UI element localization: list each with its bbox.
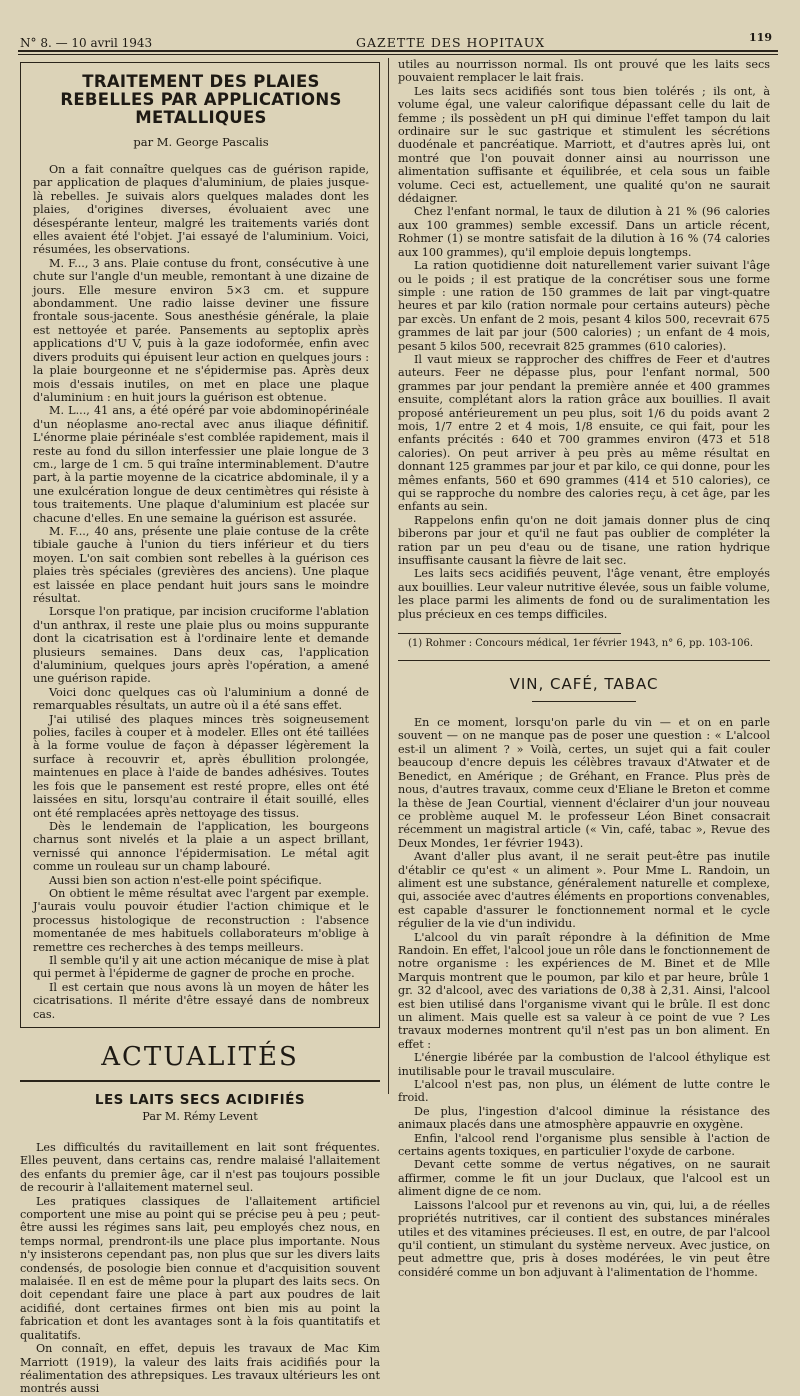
page-number: 119 — [749, 31, 772, 44]
article-paragraph: Il est certain que nous avons là un moyen de hâter les cicatrisations. Il mérite d'être essayé dans de nombreux cas. — [33, 980, 369, 1021]
article-paragraph: Devant cette somme de vertus négatives, on ne saurait affirmer, comme le fit un jour Duclaux, que l'alcool est un aliment digne de ce nom. — [398, 1158, 770, 1199]
article-box-plaies — [20, 62, 380, 1028]
article-paragraph: Avant d'aller plus avant, il ne serait peut-être pas inutile d'établir ce qu'est « un aliment ». Pour Mme L. Randoin, un aliment est une substance, généralement naturelle et complexe, qui, associée avec d'autres éléments en proportions convenables, est capable d'assurer le fonctionnement normal et le cycle régulier de la vie d'un individu. — [398, 850, 770, 931]
article-paragraph: Les laits secs acidifiés peuvent, l'âge venant, être employés aux bouillies. Leur valeur nutritive élevée, sous un faible volume, les place parmi les aliments de fond ou de suralimentation les plus précieux en ces temps difficiles. — [398, 567, 770, 621]
article-paragraph: Les difficultés du ravitaillement en lait sont fréquentes. Elles peuvent, dans certains cas, rendre malaisé l'allaitement des enfants du premier âge, car il n'est pas toujours possible de recourir à l'allaitement maternel seul. — [20, 1141, 380, 1195]
article-paragraph: Rappelons enfin qu'on ne doit jamais donner plus de cinq biberons par jour et qu'il ne faut pas oublier de compléter la ration par un peu d'eau ou de tisane, une ration hydrique insuffisante causant la fièvre de lait sec. — [398, 513, 770, 568]
issue-date: N° 8. — 10 avril 1943 — [20, 36, 153, 50]
article-paragraph: Il semble qu'il y ait une action mécanique de mise à plat qui permet à l'épiderme de gagner de proche en proche. — [33, 953, 369, 981]
article-paragraph: On connaît, en effet, depuis les travaux de Mac Kim Marriott (1919), la valeur des laits frais acidifiés pour la réalimentation des athrepsiques. Les travaux ultérieurs les ont montrés aussi — [20, 1342, 380, 1396]
article-byline-laits: Par M. Rémy Levent — [142, 1110, 258, 1123]
article-paragraph: Dès le lendemain de l'application, les bourgeons charnus sont nivelés et la plaie a un aspect brillant, vernissé qui annonce l'épidermisation. Le métal agit comme un rouleau sur un champ labouré. — [33, 819, 369, 874]
article-paragraph: Aussi bien son action n'est-elle point spécifique. — [49, 873, 322, 887]
article-paragraph: En ce moment, lorsqu'on parle du vin — et on en parle souvent — on ne manque pas de poser une question : « L'alcool est-il un aliment ? » Voilà, certes, un sujet qui a fait couler beaucoup d'encre depuis les célèbres travaux d'Atwater et de Benedict, en Amérique ; de Gréhant, en France. Plus près de nous, d'autres travaux, comme ceux d'Eliane le Breton et comme la thèse de Jean Courtial, viennent d'éclairer d'un jour nouveau ce problème auquel M. le professeur Léon Binet consacrait récemment un magistral article (« Vin, café, tabac », Revue des Deux Mondes, 1er février 1943). — [398, 716, 770, 850]
footnote: (1) Rohmer : Concours médical, 1er février 1943, n° 6, pp. 103-106. — [408, 638, 754, 650]
article-paragraph: Enfin, l'alcool rend l'organisme plus sensible à l'action de certains agents toxiques, en particulier l'oxyde de carbone. — [398, 1131, 770, 1159]
publication-title: GAZETTE DES HOPITAUX — [356, 35, 546, 50]
article-paragraph: L'alcool du vin paraît répondre à la définition de Mme Randoin. En effet, l'alcool joue un rôle dans le fonctionnement de notre organisme : les expériences de M. Binet et de Mlle Marquis montrent que le poumon, par kilo et par heure, brûle 1 gr. 32 d'alcool, avec des variations de 0,38 à 2,31. Ainsi, l'alcool est bien utilisé dans l'organisme vivant qui le brûle. Il est donc un aliment. Mais quelle est sa valeur à ce point de vue ? Les travaux modernes montrent qu'il n'est pas un bon aliment. En effet : — [398, 930, 770, 1051]
article-paragraph: Lorsque l'on pratique, par incision cruciforme l'ablation d'un anthrax, il reste une plaie plus ou moins suppurante dont la cicatrisation est à l'ordinaire lente et demande plusieurs semaines. Dans deux cas, l'application d'aluminium, quelques jours après l'opération, a amené une guérison rapide. — [33, 605, 369, 686]
article-paragraph: L'alcool n'est pas, non plus, un élément de lutte contre le froid. — [398, 1078, 770, 1105]
article-paragraph: La ration quotidienne doit naturellement varier suivant l'âge ou le poids ; il est pratique de la concrétiser sous une forme simple : une ration de 150 grammes de lait par vingt-quatre heures et par kilo (ration normale pour certains auteurs) pèche par excès. Un enfant de 2 mois, pesant 4 kilos 500, recevrait 675 grammes de lait par jour (500 calories) ; un enfant de 4 mois, pesant 5 kilos 500, recevrait 825 grammes (610 calories). — [398, 259, 770, 353]
article-paragraph: Les pratiques classiques de l'allaitement artificiel comportent une mise au point qui se précise peu à peu ; peut-être aussi les régimes sans lait, peu employés chez nous, en temps normal, prendront-ils une place plus importante. Nous n'y insisterons cependant pas, non plus que sur les divers laits condensés, de posologie bien connue et d'acquisition souvent malaisée. Il en est de même pour la plupart des laits secs. On doit cependant faire une place à part aux poudres de lait acidifié, dont certaines firmes ont bien mis au point la fabrication et dont les avantages sont à la fois quantitatifs et qualitatifs. — [20, 1194, 380, 1342]
article-paragraph: M. F..., 3 ans. Plaie contuse du front, consécutive à une chute sur l'angle d'un meuble, remontant à une dizaine de jours. Elle mesure environ 5×3 cm. et suppure abondamment. Une radio laisse deviner une fissure frontale sous-jacente. Sous anesthésie générale, la plaie est nettoyée et parée. Pansements au septoplix après applications d'U V, puis à la gaze iodoformée, enfin avec divers produits qui épuisent leur action en quelques jours : la plaie bourgeonne et ne s'épidermise pas. Après deux mois d'essais inutiles, on met en place une plaque d'aluminium : en huit jours la guérison est obtenue. — [33, 256, 369, 404]
column-divider — [388, 58, 389, 1094]
article-paragraph: On a fait connaître quelques cas de guérison rapide, par application de plaques d'aluminium, de plaies jusque-là rebelles. Je suivais alors quelques malades dont les plaies, d'origines diverses, évoluaient avec une désespérante lenteur, malgré les traitements variés dont elles avaient été l'objet. J'ai essayé de l'aluminium. Voici, résumées, les observations. — [33, 163, 369, 257]
article-paragraph: Chez l'enfant normal, le taux de dilution à 21 % (96 calories aux 100 grammes) semble excessif. Dans un article récent, Rohmer (1) se montre satisfait de la dilution à 16 % (74 calories aux 100 grammes), qu'il emploie depuis longtemps. — [398, 205, 770, 259]
header-rule-thin — [18, 54, 778, 55]
article-paragraph: Il vaut mieux se rapprocher des chiffres de Feer et d'autres auteurs. Feer ne dépasse plus, pour l'enfant normal, 500 grammes par jour pendant la première année et 400 grammes ensuite, complétant alors la ration grâce aux bouillies. Il avait proposé antérieurement un peu plus, soit 1/6 du poids avant 2 mois, 1/7 entre 2 et 4 mois, 1/8 ensuite, ce qui fait, pour les enfants précités : 640 et 700 grammes environ (473 et 518 calories). On peut arriver à peu près au même résultat en donnant 125 grammes par jour et par kilo, ce qui donne, pour les mêmes enfants, 560 et 690 grammes (414 et 510 calories), ce qui se rapproche du nombre des calories reçu, à cet âge, par les enfants au sein. — [398, 352, 770, 514]
title-underline — [532, 701, 636, 702]
article-paragraph: De plus, l'ingestion d'alcool diminue la résistance des animaux placés dans une atmosphère appauvrie en oxygène. — [398, 1104, 770, 1132]
article-paragraph: Voici donc quelques cas où l'aluminium a donné de remarquables résultats, un autre où il a été sans effet. — [33, 685, 369, 713]
article-paragraph: M. L..., 41 ans, a été opéré par voie abdominopérinéale d'un néoplasme ano-rectal avec anus iliaque définitif. L'énorme plaie périnéale s'est comblée rapidement, mais il reste au fond du sillon interfessier une plaie longue de 3 cm., large de 1 cm. 5 qui traîne interminablement. D'autre part, à la partie moyenne de la cicatrice abdominale, il y a une exulcération longue de deux centimètres qui résiste à tous traitements. Une plaque d'aluminium est placée sur chacune d'elles. En une semaine la guérison est assurée. — [33, 404, 369, 525]
section-rule — [20, 1080, 380, 1082]
footnote-rule — [398, 633, 621, 634]
article-title-vin: VIN, CAFÉ, TABAC — [509, 675, 659, 694]
article-paragraph: Les laits secs acidifiés sont tous bien tolérés ; ils ont, à volume égal, une valeur calorifique dépassant celle du lait de femme ; ils possèdent un pH qui diminue l'effet tampon du lait ordinaire sur le suc gastrique et stimulent les sécrétions duodénale et pancréatique. Marriott, et d'autres après lui, ont montré que l'on pouvait donner ainsi au nourrisson une alimentation suffisante et équilibrée, et cela sous un faible volume. Ceci est, actuellement, une qualité qu'on ne saurait dédaigner. — [398, 84, 770, 206]
section-rule — [398, 660, 770, 661]
left-column — [20, 58, 380, 1396]
article-title-laits: LES LAITS SECS ACIDIFIÉS — [94, 1092, 306, 1108]
section-heading-actualites: ACTUALITÉS — [101, 1042, 299, 1072]
article-title-plaies: TRAITEMENT DES PLAIES REBELLES PAR APPLICATIONS METALLIQUES — [60, 72, 342, 127]
page-header — [18, 24, 772, 50]
article-paragraph: On obtient le même résultat avec l'argent par exemple. J'aurais voulu pouvoir étudier l'action chimique et le processus histologique de reconstruction : l'absence momentanée de mes habituels collaborateurs m'oblige à remettre ces recherches à des temps meilleurs. — [33, 886, 369, 954]
article-paragraph: M. F..., 40 ans, présente une plaie contuse de la crête tibiale gauche à l'union du tiers inférieur et du tiers moyen. L'on sait combien sont rebelles à la guérison ces plaies très spéciales (grevières des anciens). Une plaque est laissée en place pendant huit jours sans le moindre résultat. — [33, 524, 369, 605]
right-column — [398, 58, 770, 1279]
header-rule — [18, 50, 778, 52]
article-paragraph: utiles au nourrisson normal. Ils ont prouvé que les laits secs pouvaient remplacer le lait frais. — [398, 58, 770, 85]
article-paragraph: Laissons l'alcool pur et revenons au vin, qui, lui, a de réelles propriétés nutritives, car il contient des substances minérales utiles et des vitamines précieuses. Il est, en outre, de par l'alcool qu'il contient, un stimulant du système nerveux. Avec justice, on peut admettre que, pris à doses modérées, le vin peut être considéré comme un bon adjuvant à l'alimentation de l'homme. — [398, 1198, 770, 1279]
article-paragraph: L'énergie libérée par la combustion de l'alcool éthylique est inutilisable pour le travail musculaire. — [398, 1051, 770, 1078]
article-paragraph: J'ai utilisé des plaques minces très soigneusement polies, faciles à couper et à modeler. Elles ont été taillées à la forme voulue de façon à dépasser légèrement la surface à recouvrir et, après ébullition prolongée, maintenues en place à l'aide de bandes adhésives. Toutes les fois que le pansement est resté propre, elles ont été laissées en situ, lorsqu'au contraire il était souillé, elles ont été remplacées après nettoyage des tissus. — [33, 712, 369, 820]
article-byline-plaies: par M. George Pascalis — [133, 135, 269, 149]
